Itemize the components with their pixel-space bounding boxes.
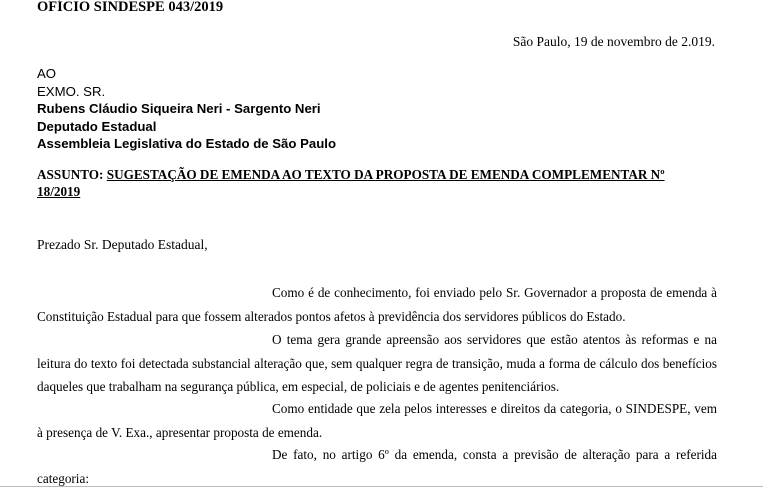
window-edge — [763, 0, 775, 490]
date-line: São Paulo, 19 de novembro de 2.019. — [512, 34, 715, 49]
recipient-name: Rubens Cláudio Siqueira Neri - Sargento Neri — [37, 101, 321, 116]
recipient-role: Deputado Estadual — [37, 119, 157, 134]
paragraph-2-text: O tema gera grande apreensão aos servidores que estão atentos às reformas e na leitura do texto foi detectada substancial alteração que, sem qualquer regra de transição, muda a forma de cálculo dos benefícios daqueles que trabalham na segurança pública, em especial, de policiais e de agentes penitenciários. — [37, 332, 717, 394]
paragraph-1-text: Como é de conhecimento, foi enviado pelo Sr. Governador a proposta de emenda à Constituição Estadual para que fossem alterados pontos afetos à previdência dos servidores públicos do Estado. — [37, 285, 717, 324]
oficio-number: OFÍCIO SINDESPE 043/2019 — [37, 0, 224, 15]
greeting: Prezado Sr. Deputado Estadual, — [37, 237, 208, 252]
recipient-ao: AO — [37, 66, 57, 81]
recipient-title: EXMO. SR. — [37, 84, 106, 99]
paragraph-3 — [37, 397, 717, 444]
subject-text: SUGESTAÇÃO DE EMENDA AO TEXTO DA PROPOSTA DE EMENDA COMPLEMENTAR Nº 18/2019 — [37, 167, 665, 199]
paragraph-4 — [37, 443, 717, 487]
paragraph-1 — [37, 281, 717, 328]
paragraph-2 — [37, 328, 717, 399]
paragraph-3-text: Como entidade que zela pelos interesses e direitos da categoria, o SINDESPE, vem à presença de V. Exa., apresentar proposta de emenda. — [37, 401, 717, 440]
paragraph-4-text: De fato, no artigo 6º da emenda, consta a previsão de alteração para a referida categoria: — [37, 447, 717, 486]
subject-label: ASSUNTO: — [37, 167, 104, 182]
subject-line — [37, 166, 707, 200]
recipient-institution: Assembleia Legislativa do Estado de São Paulo — [37, 136, 337, 151]
